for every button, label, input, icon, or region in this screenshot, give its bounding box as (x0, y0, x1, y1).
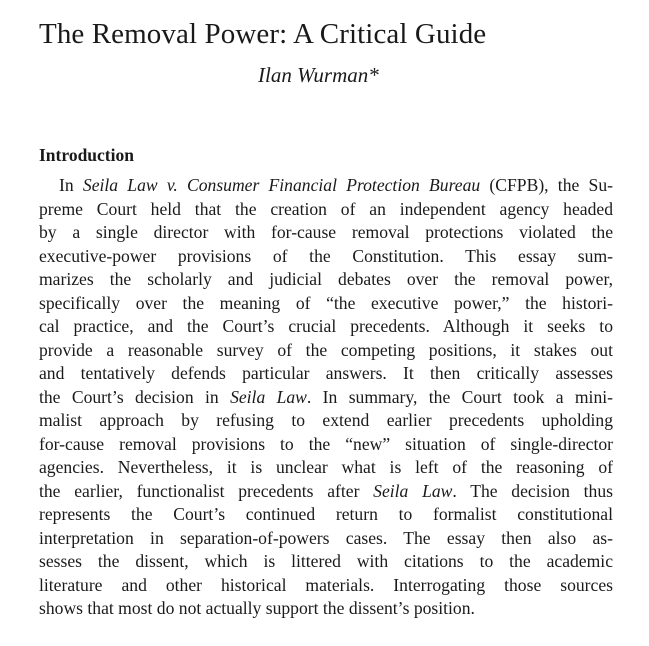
text-run: by a single director with for-cause removal protections violated the (39, 222, 613, 242)
text-run: (CFPB), the Su- (480, 175, 613, 195)
section-heading: Introduction (39, 145, 134, 165)
introduction-paragraph (39, 174, 613, 621)
paragraph-line (39, 574, 613, 598)
text-run: interpretation in separation-of-powers cases. The essay then also as- (39, 527, 613, 548)
paragraph-line (39, 503, 613, 527)
text-run: In (59, 175, 83, 195)
paragraph-line (39, 409, 613, 433)
text-run: sesses the dissent, which is littered with citations to the academic (39, 551, 613, 571)
text-run: executive-power provisions of the Constitution. This essay sum- (39, 245, 613, 266)
text-run: . The decision thus (452, 480, 613, 501)
text-run: specifically over the meaning of “the executive power,” the histori- (39, 292, 613, 313)
text-run: . In summary, the Court took a mini- (306, 386, 613, 407)
case-name-italic: Seila Law v. Consumer Financial Protection Bureau (82, 175, 481, 195)
text-run: and tentatively defends particular answers. It then critically assesses (39, 363, 613, 383)
paper-author: Ilan Wurman* (258, 63, 379, 87)
paragraph-line (39, 480, 613, 504)
text-run: for-cause removal provisions to the “new” situation of single-director (39, 433, 613, 454)
text-run: represents the Court’s continued return to formalist constitutional (39, 504, 613, 524)
paragraph-line (39, 339, 613, 363)
text-run: provide a reasonable survey of the competing positions, it stakes out (39, 339, 613, 360)
text-run: literature and other historical materials. Interrogating those sources (39, 574, 613, 595)
text-run: agencies. Nevertheless, it is unclear what is left of the reasoning of (39, 457, 613, 477)
paragraph-line (39, 433, 613, 457)
text-run: the Court’s decision in (39, 386, 231, 407)
text-run: marizes the scholarly and judicial debates over the removal power, (39, 269, 613, 289)
paragraph-line (39, 550, 613, 574)
paper-title: The Removal Power: A Critical Guide (39, 18, 487, 50)
text-run: cal practice, and the Court’s crucial precedents. Although it seeks to (39, 316, 613, 336)
case-name-italic: Seila Law (230, 386, 307, 407)
paragraph-line (39, 174, 613, 198)
paragraph-line (39, 597, 613, 621)
text-run: shows that most do not actually support the dissent’s position. (39, 598, 475, 618)
paragraph-line (39, 198, 613, 222)
paragraph-line (39, 456, 613, 480)
paragraph-line (39, 362, 613, 386)
text-run: preme Court held that the creation of an independent agency headed (39, 198, 613, 219)
paragraph-line (39, 245, 613, 269)
paragraph-line (39, 527, 613, 551)
text-run: the earlier, functionalist precedents after (39, 480, 374, 501)
paragraph-line (39, 292, 613, 316)
text-run: malist approach by refusing to extend earlier precedents upholding (39, 410, 613, 430)
case-name-italic: Seila Law (373, 480, 453, 501)
paragraph-line (39, 221, 613, 245)
paragraph-line (39, 315, 613, 339)
paragraph-line (39, 386, 613, 410)
paragraph-line (39, 268, 613, 292)
